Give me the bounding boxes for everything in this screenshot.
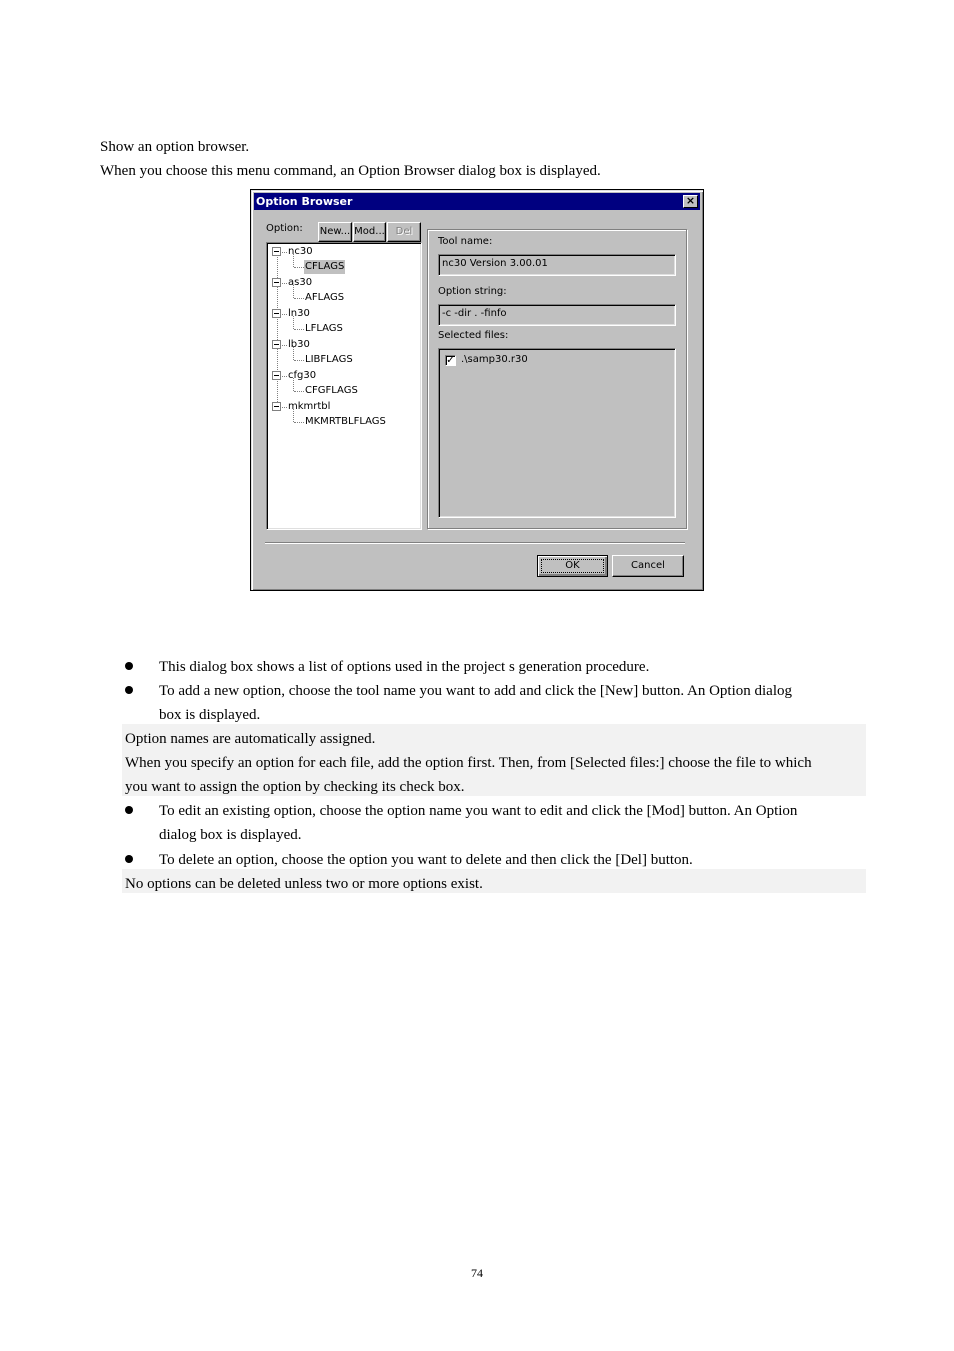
tree-node-tool[interactable]: ln30 [266, 307, 422, 321]
tool-name-label: Tool name: [438, 236, 493, 247]
selected-files-label: Selected files: [438, 330, 509, 341]
tree-node-option[interactable]: CFLAGS [266, 260, 422, 274]
tree-node-option[interactable]: LIBFLAGS [266, 353, 422, 367]
collapse-icon[interactable] [272, 402, 281, 411]
option-browser-dialog [250, 189, 704, 591]
cancel-button[interactable]: Cancel [612, 555, 684, 577]
intro-line-1: Show an option browser. [100, 139, 250, 155]
tree-node-tool[interactable]: cfg30 [266, 369, 422, 383]
page-number: 74 [471, 1266, 483, 1280]
collapse-icon[interactable] [272, 340, 281, 349]
tree-node-option[interactable]: MKMRTBLFLAGS [266, 415, 422, 429]
dialog-title: Option Browser [256, 195, 353, 208]
tool-name-field[interactable]: nc30 Version 3.00.01 [438, 254, 676, 276]
option-string-label: Option string: [438, 286, 507, 297]
note-text-4: No options can be deleted unless two or more options exist. [125, 876, 483, 892]
bullet-icon [125, 686, 133, 694]
bullet-text-3: To edit an existing option, choose the option name you want to edit and click the [Mod] button. An Option [159, 803, 798, 819]
option-string-field[interactable]: -c -dir . -finfo [438, 304, 676, 326]
option-tree-rows [266, 242, 422, 530]
file-checkbox[interactable]: ✓ [446, 355, 455, 366]
collapse-icon[interactable] [272, 371, 281, 380]
selected-files-list[interactable] [438, 348, 676, 518]
bullet-icon [125, 855, 133, 863]
tree-node-tool[interactable]: lb30 [266, 338, 422, 352]
tree-node-option[interactable]: AFLAGS [266, 291, 422, 305]
tree-node-tool[interactable]: mkmrtbl [266, 400, 422, 414]
file-name: .\samp30.r30 [461, 354, 528, 365]
del-button[interactable]: Del [387, 222, 421, 242]
intro-line-2: When you choose this menu command, an Option Browser dialog box is displayed. [100, 163, 601, 179]
note-text-2: When you specify an option for each file, add the option first. Then, from [Selected files:] choose the file to which [125, 755, 812, 771]
note-text-1: Option names are automatically assigned. [125, 731, 376, 747]
collapse-icon[interactable] [272, 278, 281, 287]
bullet-icon [125, 662, 133, 670]
bullet-icon [125, 806, 133, 814]
dialog-separator [265, 542, 685, 544]
tree-node-option[interactable]: CFGFLAGS [266, 384, 422, 398]
new-button[interactable]: New... [318, 222, 352, 242]
mod-button[interactable]: Mod... [353, 222, 386, 242]
bullet-text-3-cont: dialog box is displayed. [159, 827, 302, 843]
bullet-text-1: This dialog box shows a list of options used in the project s generation procedure. [159, 659, 650, 675]
collapse-icon[interactable] [272, 309, 281, 318]
collapse-icon[interactable] [272, 247, 281, 256]
ok-button[interactable]: OK [537, 555, 608, 577]
note-text-3: you want to assign the option by checking its check box. [125, 779, 465, 795]
option-label: Option: [266, 223, 303, 234]
tree-node-tool[interactable]: nc30 [266, 245, 422, 259]
bullet-text-2: To add a new option, choose the tool name you want to add and click the [New] button. An Option dialog [159, 683, 792, 699]
bullet-text-4: To delete an option, choose the option you want to delete and then click the [Del] button. [159, 852, 693, 868]
tree-node-tool[interactable]: as30 [266, 276, 422, 290]
tree-node-option[interactable]: LFLAGS [266, 322, 422, 336]
dialog-titlebar [254, 193, 700, 210]
close-icon[interactable]: × [683, 195, 698, 208]
bullet-text-2-cont: box is displayed. [159, 707, 261, 723]
